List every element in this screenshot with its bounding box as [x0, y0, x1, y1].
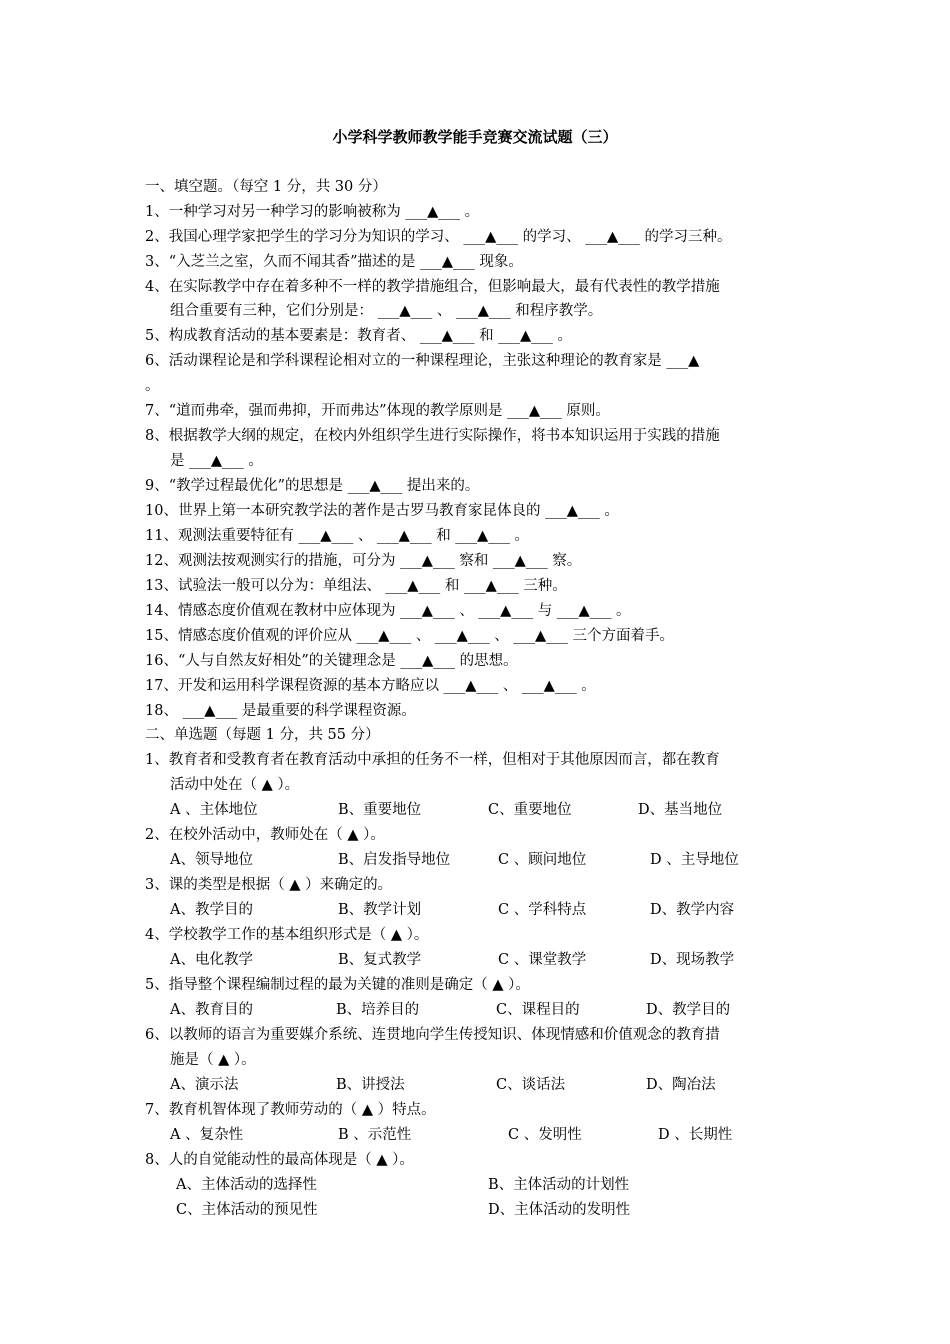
fill-q4-line1: 4、在实际教学中存在着多种不一样的教学措施组合，但影响最大，最有代表性的教学措施	[145, 279, 720, 295]
fill-q1: 1、一种学习对另一种学习的影响被称为 ___▲___ 。	[145, 204, 480, 220]
fill-q6-line1: 6、活动课程论是和学科课程论相对立的一种课程理论，主张这种理论的教育家是 ___▲	[145, 353, 700, 369]
mc-q8: 8、人的自觉能动性的最高体现是（ ▲ ）。	[145, 1152, 414, 1168]
mc-q4-option-d: D、现场教学	[650, 952, 735, 968]
mc-q6-option-b: B、讲授法	[336, 1077, 405, 1093]
section-fill-heading: 一、填空题。（每空 1 分，共 30 分）	[145, 179, 387, 195]
fill-q16: 16、“人与自然友好相处”的关键理念是 ___▲___ 的思想。	[145, 653, 518, 669]
fill-q10: 10、世界上第一本研究教学法的著作是古罗马教育家昆体良的 ___▲___ 。	[145, 503, 619, 519]
mc-q8-option-d: D、主体活动的发明性	[488, 1202, 631, 1218]
mc-q8-option-b: B、主体活动的计划性	[488, 1177, 630, 1193]
mc-q8-option-c: C、主体活动的预见性	[176, 1202, 318, 1218]
mc-q5: 5、指导整个课程编制过程的最为关键的准则是确定（ ▲ ）。	[145, 977, 530, 993]
mc-q6-option-d: D、陶冶法	[646, 1077, 716, 1093]
mc-q3-option-c: C 、学科特点	[498, 902, 587, 918]
mc-q7: 7、教育机智体现了教师劳动的（ ▲ ）特点。	[145, 1102, 436, 1118]
mc-q2-option-a: A、领导地位	[170, 852, 253, 868]
section-mc-heading: 二、单选题（每题 1 分，共 55 分）	[145, 727, 380, 743]
mc-q3-option-a: A、教学目的	[170, 902, 253, 918]
mc-q5-option-b: B、培养目的	[336, 1002, 420, 1018]
exam-title: 小学科学教师教学能手竞赛交流试题（三）	[332, 128, 618, 146]
mc-q6-line1: 6、以教师的语言为重要媒介系统、连贯地向学生传授知识、体现情感和价值观念的教育措	[145, 1027, 720, 1043]
mc-q8-option-a: A、主体活动的选择性	[176, 1177, 317, 1193]
mc-q7-option-c: C 、发明性	[508, 1127, 582, 1143]
fill-q14: 14、情感态度价值观在教材中应体现为 ___▲___ 、 ___▲___ 与 ___▲___ 。	[145, 603, 631, 619]
mc-q6-line2: 施是（ ▲ ）。	[170, 1052, 256, 1068]
fill-q11: 11、观测法重要特征有 ___▲___ 、 ___▲___ 和 ___▲___ 。	[145, 528, 530, 544]
mc-q1-option-c: C、重要地位	[488, 802, 572, 818]
mc-q4-option-b: B、复式教学	[338, 952, 422, 968]
mc-q5-option-d: D、教学目的	[646, 1002, 731, 1018]
mc-q6-option-a: A、演示法	[170, 1077, 239, 1093]
fill-q2: 2、我国心理学家把学生的学习分为知识的学习、 ___▲___ 的学习、 ___▲___ 的学习三种。	[145, 229, 732, 245]
fill-q3: 3、“入芝兰之室，久而不闻其香”描述的是 ___▲___ 现象。	[145, 254, 523, 270]
mc-q6-option-c: C、谈话法	[496, 1077, 566, 1093]
mc-q1-option-b: B、重要地位	[338, 802, 422, 818]
fill-q9: 9、“教学过程最优化”的思想是 ___▲___ 提出来的。	[145, 478, 480, 494]
fill-q15: 15、情感态度价值观的评价应从 ___▲___ 、 ___▲___ 、 ___▲___ 三个方面着手。	[145, 628, 675, 644]
fill-q12: 12、观测法按观测实行的措施，可分为 ___▲___ 察和 ___▲___ 察。	[145, 553, 582, 569]
mc-q7-option-d: D 、长期性	[658, 1127, 733, 1143]
mc-q3: 3、课的类型是根据（ ▲ ）来确定的。	[145, 877, 393, 893]
mc-q1-option-d: D、基当地位	[638, 802, 723, 818]
mc-q1-line1: 1、教育者和受教育者在教育活动中承担的任务不一样，但相对于其他原因而言，都在教育	[145, 752, 720, 768]
mc-q2-option-c: C 、顾问地位	[498, 852, 587, 868]
mc-q7-option-b: B 、示范性	[338, 1127, 412, 1143]
fill-q8-line2: 是 ___▲___ 。	[170, 453, 263, 469]
mc-q4: 4、学校教学工作的基本组织形式是（ ▲ ）。	[145, 927, 429, 943]
mc-q2-option-b: B、启发指导地位	[338, 852, 451, 868]
mc-q4-option-a: A、电化教学	[170, 952, 253, 968]
fill-q5: 5、构成教育活动的基本要素是：教育者、 ___▲___ 和 ___▲___ 。	[145, 328, 572, 344]
fill-q13: 13、试验法一般可以分为：单组法、 ___▲___ 和 ___▲___ 三种。	[145, 578, 567, 594]
mc-q2-option-d: D 、主导地位	[650, 852, 739, 868]
mc-q5-option-a: A、教育目的	[170, 1002, 253, 1018]
fill-q6-line2: 。	[145, 378, 160, 394]
mc-q2: 2、在校外活动中，教师处在（ ▲ ）。	[145, 827, 385, 843]
mc-q1-option-a: A 、主体地位	[170, 802, 258, 818]
mc-q1-line2: 活动中处在（ ▲ ）。	[170, 777, 300, 793]
mc-q5-option-c: C、课程目的	[496, 1002, 580, 1018]
fill-q8-line1: 8、根据教学大纲的规定，在校内外组织学生进行实际操作，将书本知识运用于实践的措施	[145, 428, 720, 444]
mc-q3-option-b: B、教学计划	[338, 902, 422, 918]
mc-q3-option-d: D、教学内容	[650, 902, 735, 918]
mc-q4-option-c: C 、课堂教学	[498, 952, 587, 968]
fill-q7: 7、“道而弗牵，强而弗抑，开而弗达”体现的教学原则是 ___▲___ 原则。	[145, 403, 610, 419]
fill-q18: 18、 ___▲___ 是最重要的科学课程资源。	[145, 703, 416, 719]
fill-q4-line2: 组合重要有三种，它们分别是： ___▲___ 、 ___▲___ 和程序教学。	[170, 303, 603, 319]
fill-q17: 17、开发和运用科学课程资源的基本方略应以 ___▲___ 、 ___▲___ 。	[145, 678, 596, 694]
mc-q7-option-a: A 、复杂性	[170, 1127, 244, 1143]
